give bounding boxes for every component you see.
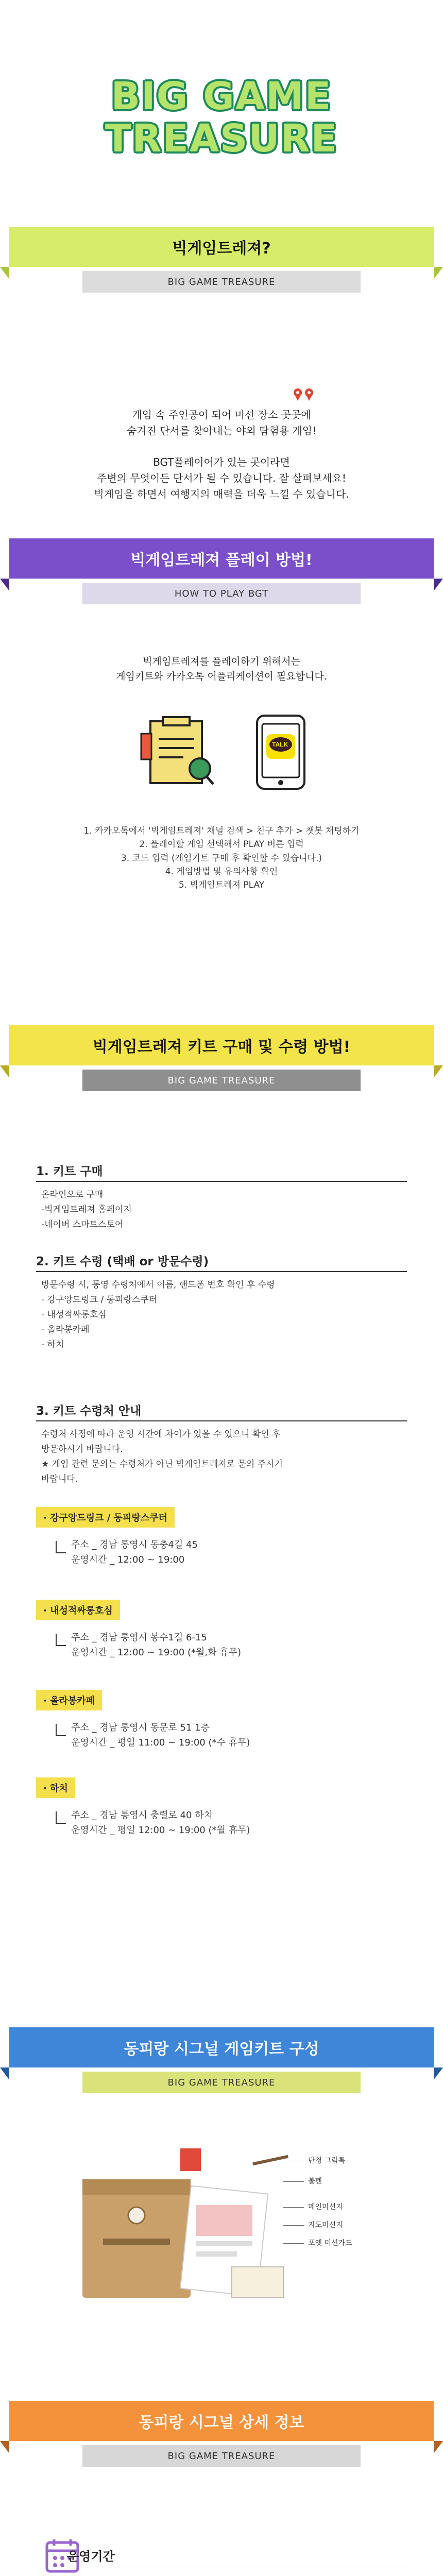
howto-intro-2: 게임키트와 카카오톡 어플리케이션이 필요합니다. [116, 671, 327, 683]
intro-line-5: 주변의 무엇이든 단서가 될 수 있습니다. 잘 살펴보세요! [97, 472, 346, 484]
divider [36, 1181, 407, 1182]
purchase-subtitle: BIG GAME TREASURE [82, 1070, 361, 1091]
howto-banner [0, 538, 443, 611]
banner-tail-left [0, 267, 9, 279]
store-address: 주소 _ 경남 통영시 동문로 51 1층 [71, 1722, 210, 1733]
intro-line-1: 게임 속 주인공이 되어 미션 장소 곳곳에 [132, 409, 311, 421]
store-hours: 운영시간 _ 12:00 ~ 19:00 [71, 1554, 185, 1565]
brand-logo [0, 74, 443, 161]
logo-line2: TREASURE [105, 116, 338, 161]
divider [36, 1271, 407, 1272]
kit-subtitle: BIG GAME TREASURE [82, 2072, 361, 2093]
store-tag: · 하치 [36, 1777, 75, 1798]
store-hours: 운영시간 _ 평일 12:00 ~ 19:00 (*월 휴무) [71, 1824, 250, 1836]
store-tag: · 올라봉카페 [36, 1690, 102, 1710]
receive-line: 방문수령 시, 통영 수령처에서 이름, 핸드폰 번호 확인 후 수령 [41, 1280, 275, 1290]
howto-step-5: 5. 빅게임트레져 PLAY [178, 880, 265, 891]
kit-label [309, 2177, 322, 2186]
corner-mark [56, 1541, 66, 1553]
howto-step-2: 2. 플레이할 게임 선택해서 PLAY 버튼 입력 [139, 839, 304, 850]
pickup-line: 수령처 사정에 따라 운영 시간에 차이가 있을 수 있으니 확인 후 [41, 1429, 281, 1439]
howto-step-4: 4. 게임방법 및 유의사항 확인 [165, 867, 278, 877]
kit-label-text: 단청 그림톡 [308, 2157, 346, 2165]
store-hours: 운영시간 _ 12:00 ~ 19:00 (*월,화 휴무) [71, 1647, 242, 1658]
howto-title: 빅게임트레져 플레이 방법! [9, 538, 434, 579]
detail-banner [0, 2401, 443, 2473]
kit-banner [0, 2027, 443, 2099]
corner-mark [56, 1634, 66, 1646]
kit-label [309, 2202, 343, 2212]
kit-label-text: 메인미션지 [308, 2203, 343, 2211]
intro-line-6: 빅게임을 하면서 여행지의 매력을 더욱 느낄 수 있습니다. [94, 488, 349, 500]
banner-tail-right [434, 267, 443, 279]
kit-pickup-body [41, 1427, 283, 1487]
store-hours: 운영시간 _ 평일 11:00 ~ 19:00 (*수 휴무) [71, 1737, 250, 1748]
store-tag: · 강구앙드링크 / 동피랑스쿠터 [36, 1507, 175, 1528]
banner-tail-right [434, 579, 443, 591]
store-address: 주소 _ 경남 통영시 충렬로 40 하치 [71, 1810, 213, 1821]
kit-label [309, 2156, 345, 2165]
banner-tail-left [0, 579, 9, 591]
kit-title: 동피랑 시그널 게임키트 구성 [9, 2027, 434, 2067]
receive-line: - 강구앙드링크 / 동피랑스쿠터 [41, 1294, 158, 1305]
pickup-line: ★ 게임 관련 문의는 수령처가 아닌 빅게임트레져로 문의 주시기 [41, 1459, 283, 1469]
purchase-banner [0, 1025, 443, 1097]
howto-intro-1: 빅게임트레져를 플레이하기 위해서는 [143, 656, 300, 667]
kit-label [309, 2239, 352, 2248]
purchase-line: -네이버 스마트스토어 [41, 1219, 124, 1230]
intro-text [0, 407, 443, 502]
corner-mark [56, 1724, 66, 1736]
howto-subtitle: HOW TO PLAY BGT [82, 583, 361, 604]
detail-subtitle: BIG GAME TREASURE [82, 2445, 361, 2467]
kit-receive-body [41, 1278, 275, 1352]
kit-label-text: 지도미션지 [308, 2221, 343, 2229]
receive-line: - 하치 [41, 1339, 64, 1350]
kit-label-text: 볼펜 [308, 2177, 322, 2185]
kit-pickup-heading: 3. 키트 수령처 안내 [36, 1404, 142, 1418]
kit-receive-heading: 2. 키트 수령 (택배 or 방문수령) [36, 1255, 209, 1268]
store-info [56, 1538, 198, 1568]
banner-tail-left [0, 1065, 9, 1078]
store-info [56, 1721, 250, 1751]
intro-line-4: BGT플레이어가 있는 곳이라면 [153, 456, 290, 468]
store-tag: · 내성적싸롱호심 [36, 1600, 120, 1620]
detail-title: 동피랑 시그널 상세 정보 [9, 2401, 434, 2441]
purchase-line: -빅게임트레져 홈페이지 [41, 1204, 132, 1215]
receive-line: - 올라봉카페 [41, 1324, 90, 1335]
intro-subtitle: BIG GAME TREASURE [82, 271, 361, 293]
howto-step-3: 3. 코드 입력 (게임키트 구매 후 확인할 수 있습니다.) [121, 853, 322, 863]
kit-purchase-body [41, 1188, 132, 1232]
pickup-line: 바랍니다. [41, 1473, 78, 1484]
howto-step-1: 1. 카카오톡에서 '빅게임트레져' 채널 검색 > 친구 추가 > 챗봇 채팅하기 [83, 826, 360, 836]
game-kit-photo [82, 2148, 299, 2305]
kit-label-text: 포옛 미션카드 [308, 2239, 352, 2247]
purchase-title: 빅게임트레져 키트 구매 및 수령 방법! [9, 1025, 434, 1065]
map-pin-icon [292, 386, 315, 404]
banner-tail-left [0, 2067, 9, 2080]
divider [36, 1420, 407, 1421]
detail-period-title: 운영기간 [67, 2549, 115, 2564]
store-info [56, 1808, 250, 1838]
howto-intro [0, 654, 443, 685]
intro-title: 빅게임트레져? [9, 227, 434, 267]
receive-line: - 내성적싸롱호심 [41, 1309, 107, 1320]
talk-label: TALK [272, 741, 288, 748]
game-kit-icon [139, 711, 216, 790]
corner-mark [56, 1811, 66, 1824]
banner-tail-right [434, 2441, 443, 2453]
kit-purchase-heading: 1. 키트 구매 [36, 1165, 103, 1178]
purchase-line: 온라인으로 구매 [41, 1190, 104, 1200]
store-address: 주소 _ 경남 통영시 봉수1길 6-15 [71, 1632, 207, 1643]
logo-line1: BIG GAME [111, 74, 332, 118]
store-address: 주소 _ 경남 통영시 동충4길 45 [71, 1539, 198, 1550]
banner-tail-left [0, 2441, 9, 2453]
kit-label [309, 2221, 343, 2230]
howto-steps [0, 824, 443, 892]
kakaotalk-phone-icon [255, 714, 306, 793]
banner-tail-right [434, 1065, 443, 1078]
pickup-line: 방문하시기 바랍니다. [41, 1444, 123, 1454]
intro-line-2: 숨겨진 단서를 찾아내는 야외 탐험용 게임! [126, 425, 317, 437]
intro-banner [0, 227, 443, 299]
store-info [56, 1631, 241, 1660]
banner-tail-right [434, 2067, 443, 2080]
